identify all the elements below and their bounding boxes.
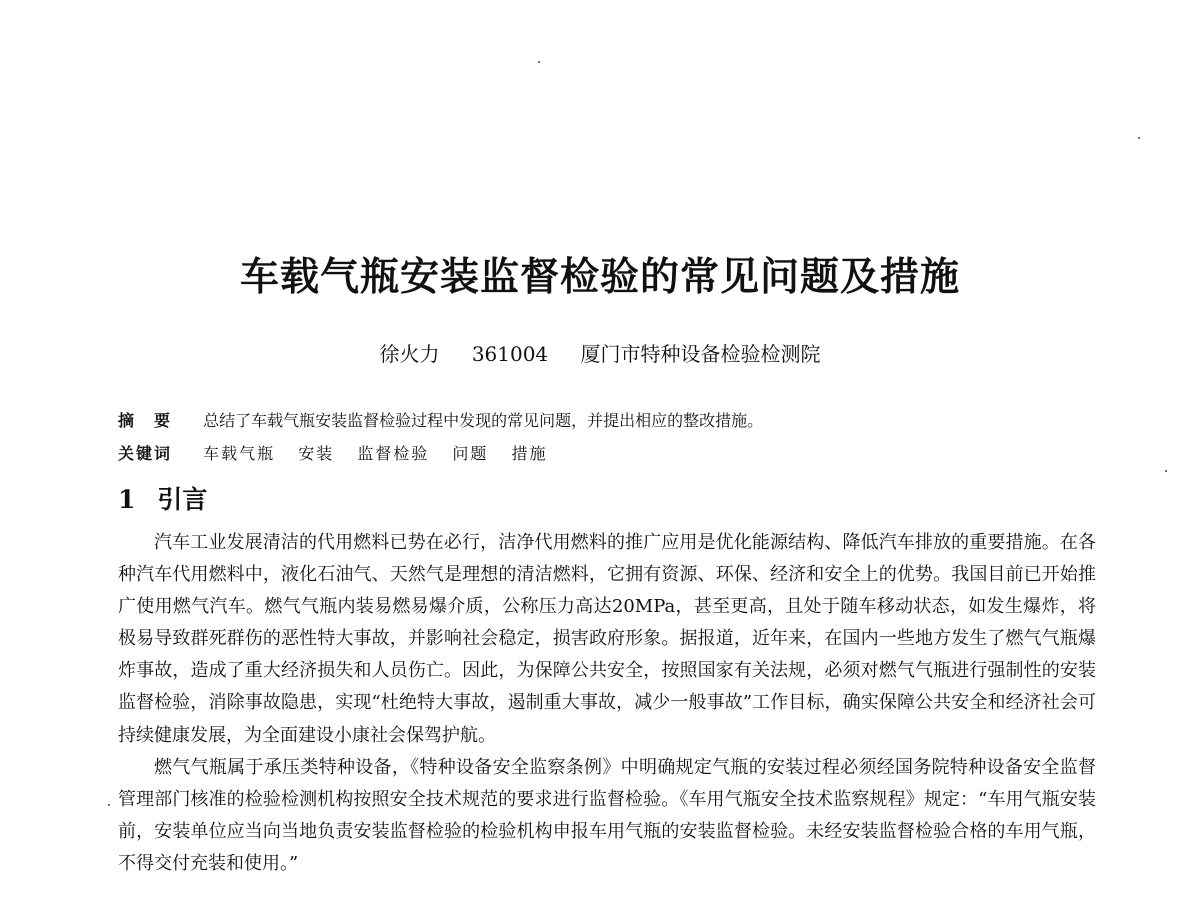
- author-line: [0, 338, 1200, 367]
- keyword: 监督检验: [357, 444, 430, 463]
- paragraph: 汽车工业发展清洁的代用燃料已势在必行，洁净代用燃料的推广应用是优化能源结构、降低汽车排放的重要措施。在各种汽车代用燃料中，液化石油气、天然气是理想的清洁燃料，它拥有资源、环保、经济和安全上的优势。我国目前已开始推广使用燃气汽车。燃气气瓶内装易燃易爆介质，公称压力高达20MPa，甚至更高，且处于随车移动状态，如发生爆炸，将极易导致群死群伤的恶性特大事故，并影响社会稳定，损害政府形象。据报道，近年来，在国内一些地方发生了燃气气瓶爆炸事故，造成了重大经济损失和人员伤亡。因此，为保障公共安全，按照国家有关法规，必须对燃气气瓶进行强制性的安装监督检验，消除事故隐患，实现“杜绝特大事故，遏制重大事故，减少一般事故”工作目标，确实保障公共安全和经济社会可持续健康发展，为全面建设小康社会保驾护航。: [118, 532, 1096, 746]
- keywords: [118, 441, 1078, 464]
- scan-speck: [1138, 137, 1140, 139]
- section-title: 引言: [157, 485, 208, 514]
- author-affiliation: 厦门市特种设备检验检测院: [580, 342, 821, 366]
- keyword: 车载气瓶: [203, 444, 276, 463]
- body-text: [118, 527, 1096, 880]
- keyword: 问题: [452, 444, 489, 463]
- section-number: 1: [118, 485, 136, 514]
- paper-title: 车载气瓶安装监督检验的常见问题及措施: [239, 254, 960, 300]
- abstract: [118, 408, 1078, 431]
- keywords-label: 关键词: [118, 444, 173, 463]
- scan-speck: [1165, 470, 1167, 472]
- abstract-label: 摘 要: [118, 411, 173, 430]
- author-name: 徐火力: [379, 342, 440, 366]
- paragraph: 燃气气瓶属于承压类特种设备，《特种设备安全监察条例》中明确规定气瓶的安装过程必须经国务院特种设备安全监督管理部门核准的检验检测机构按照安全技术规范的要求进行监督检验。《车用气瓶安全技术监察规程》规定：“车用气瓶安装前，安装单位应当向当地负责安装监督检验的检验机构申报车用气瓶的安装监督检验。未经安装监督检验合格的车用气瓶，不得交付充装和使用。”: [118, 756, 1096, 874]
- scan-speck: [108, 804, 110, 806]
- author-postcode: 361004: [471, 342, 549, 366]
- section-heading: [118, 480, 207, 516]
- abstract-text: 总结了车载气瓶安装监督检验过程中发现的常见问题，并提出相应的整改措施。: [203, 411, 764, 430]
- keyword: 措施: [511, 444, 548, 463]
- scan-speck: [538, 61, 540, 63]
- keyword: 安装: [298, 444, 335, 463]
